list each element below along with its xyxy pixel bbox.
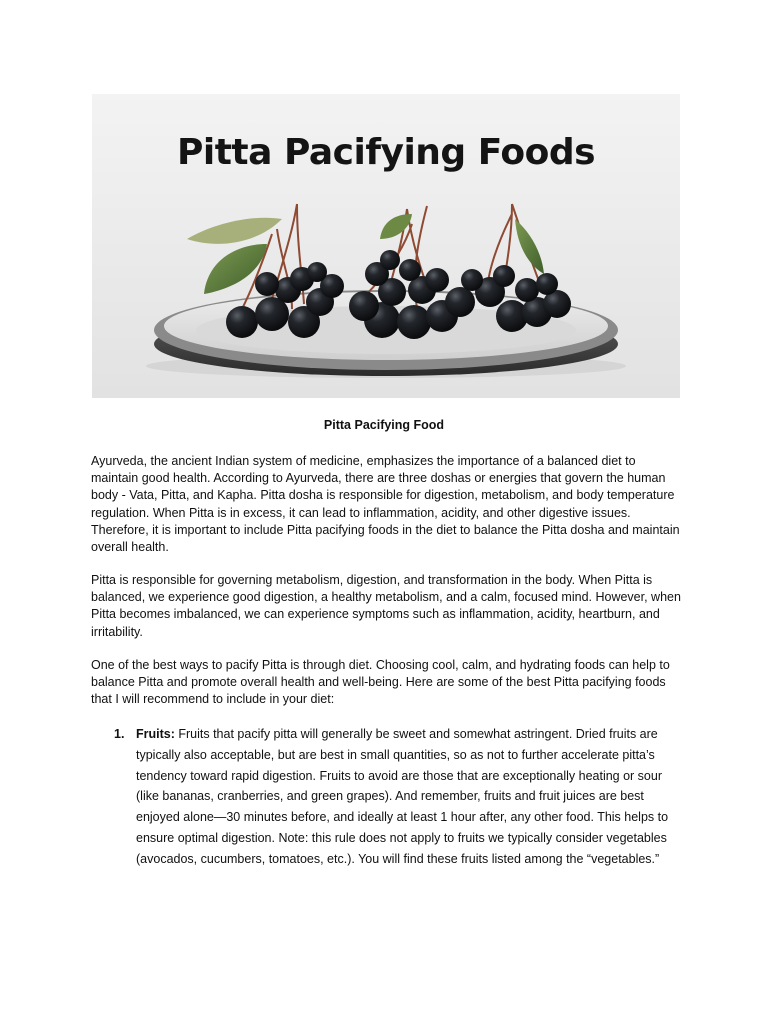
list-item-text: Fruits that pacify pitta will generally be sweet and somewhat astringent. Dried fruits are typically also acceptable, but are best in small quantities, so as not to further accelerate pitta’s tendency toward rapid digestion. Fruits to avoid are those that are exceptionally heating or sour (like bananas, cranberries, and green grapes). And remember, fruits and fruit juices are best enjoyed alone—30 minutes before, and ideally at least 1 hour after, any other food. This helps to ensure optimal digestion. Note: this rule does not apply to fruits we typically consider vegetables (avocados, cucumbers, tomatoes, etc.). You will find these fruits listed among the “vegetables.”	[136, 727, 669, 866]
list-item-number: 1.	[114, 727, 125, 741]
intro-paragraph: Ayurveda, the ancient Indian system of medicine, emphasizes the importance of a balanced diet to maintain good health. According to Ayurveda, there are three doshas or energies that govern the human body - Vata, Pitta, and Kapha. Pitta dosha is responsible for digestion, metabolism, and body temperature regulation. When Pitta is in excess, it can lead to inflammation, acidity, and other digestive issues. Therefore, it is important to include Pitta pacifying foods in the diet to balance the Pitta dosha and maintain overall health.	[91, 454, 680, 555]
list-item-title: Fruits:	[136, 727, 175, 741]
diet-paragraph: One of the best ways to pacify Pitta is through diet. Choosing cool, calm, and hydrating foods can help to balance Pitta and promote overall health and well-being. Here are some of the best Pitta pacifying foods that I will recommend to include in your diet:	[91, 658, 670, 707]
image-caption: Pitta Pacifying Food	[323, 418, 445, 432]
hero-image	[92, 94, 680, 398]
hero-title: Pitta Pacifying Foods	[176, 132, 596, 173]
pitta-role-paragraph: Pitta is responsible for governing metabolism, digestion, and transformation in the body. When Pitta is balanced, we experience good digestion, a healthy metabolism, and a calm, focused mind. However, when Pitta becomes imbalanced, we can experience symptoms such as inflammation, acidity, heartburn, and irritability.	[91, 573, 681, 639]
list-item	[114, 724, 674, 870]
food-list	[114, 724, 674, 870]
